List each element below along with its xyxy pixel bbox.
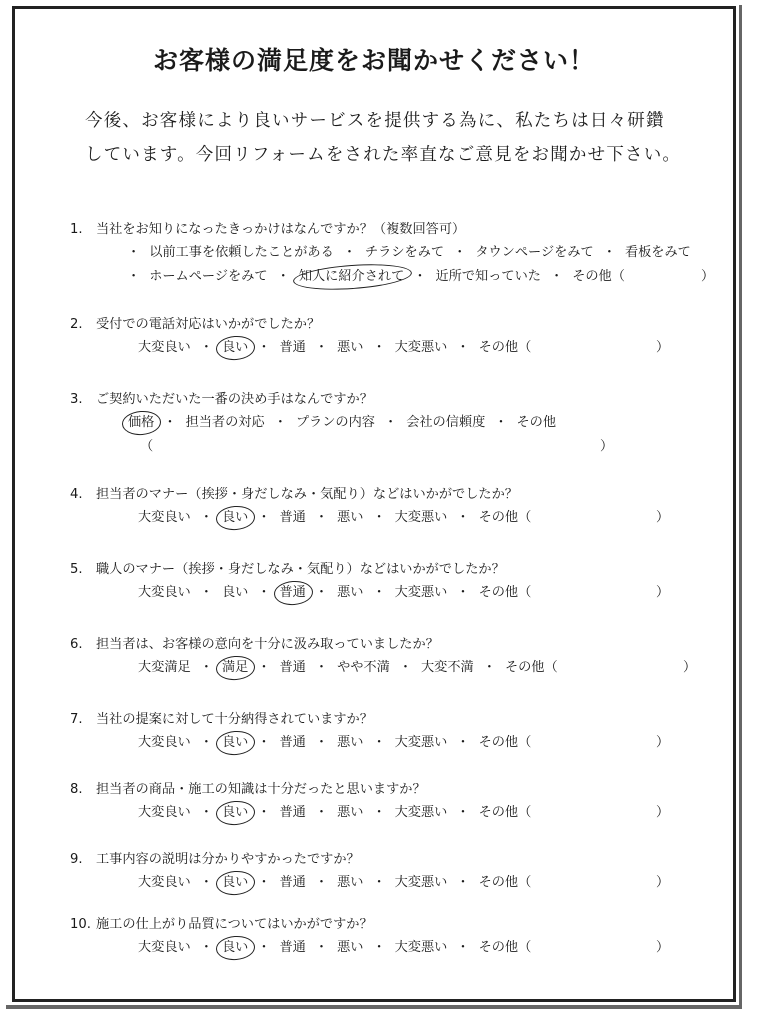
question xyxy=(70,314,703,360)
option-separator: ・ xyxy=(127,269,141,284)
option[interactable]: 普通 xyxy=(279,875,306,890)
option[interactable]: 大変悪い xyxy=(394,340,448,355)
option-separator: ・ xyxy=(456,735,470,750)
close-paren: ） xyxy=(656,510,670,525)
option[interactable]: 近所で知っていた xyxy=(435,269,541,284)
option-selected[interactable]: 普通 xyxy=(280,581,306,605)
option-separator: ・ xyxy=(257,805,271,820)
option[interactable]: その他 xyxy=(516,415,557,430)
option-selected[interactable]: 良い xyxy=(222,871,248,895)
option[interactable]: 看板をみて xyxy=(624,245,691,260)
option[interactable]: プランの内容 xyxy=(295,415,375,430)
option-selected[interactable]: 良い xyxy=(222,506,248,530)
close-paren: ） xyxy=(701,269,715,284)
option[interactable]: 大変良い xyxy=(138,585,191,600)
option-separator: ・ xyxy=(372,805,386,820)
option[interactable]: その他（ xyxy=(478,875,532,890)
option[interactable]: 普通 xyxy=(279,805,306,820)
option[interactable]: 大変悪い xyxy=(394,805,448,820)
option-separator: ・ xyxy=(314,805,329,820)
question-label: 工事内容の説明は分かりやすかったですか？ xyxy=(96,852,360,867)
option[interactable]: タウンページをみて xyxy=(475,245,594,260)
option-separator: ・ xyxy=(456,875,470,890)
option-separator: ・ xyxy=(372,340,386,355)
option-separator: ・ xyxy=(314,340,329,355)
option[interactable]: 大変悪い xyxy=(394,585,448,600)
option-separator: ・ xyxy=(199,940,213,955)
question-number: 7. xyxy=(70,712,83,727)
option-selected[interactable]: 価格 xyxy=(128,411,154,435)
question-number: 4. xyxy=(70,487,83,502)
option-separator: ・ xyxy=(127,245,141,260)
option-separator: ・ xyxy=(199,805,213,820)
option-selected[interactable]: 良い xyxy=(222,936,248,960)
option-separator: ・ xyxy=(199,340,213,355)
option[interactable]: 担当者の対応 xyxy=(185,415,265,430)
option-separator: ・ xyxy=(314,735,329,750)
option[interactable]: 悪い xyxy=(337,805,364,820)
option-separator: ・ xyxy=(372,735,386,750)
option-separator: ・ xyxy=(276,269,290,284)
option-separator: ・ xyxy=(372,510,386,525)
option-separator: ・ xyxy=(342,245,356,260)
option-separator: ・ xyxy=(314,940,329,955)
page-title: お客様の満足度をお聞かせください！ xyxy=(152,46,595,75)
option-separator: ・ xyxy=(257,735,271,750)
option-separator: ・ xyxy=(384,415,398,430)
option-separator: ・ xyxy=(199,510,213,525)
intro-text xyxy=(85,104,703,172)
option-separator: ・ xyxy=(456,510,470,525)
option[interactable]: 悪い xyxy=(337,585,364,600)
option[interactable]: 大変悪い xyxy=(394,875,448,890)
option[interactable]: やや不満 xyxy=(337,660,390,675)
question-text xyxy=(70,219,703,241)
question-number: 10. xyxy=(70,917,91,932)
close-paren: ） xyxy=(656,940,670,955)
option[interactable]: 大変悪い xyxy=(394,510,448,525)
option-separator: ・ xyxy=(413,269,427,284)
option[interactable]: その他（ xyxy=(478,735,532,750)
option-row xyxy=(70,731,703,755)
option[interactable]: 普通 xyxy=(279,660,306,675)
option[interactable]: 以前工事を依頼したことがある xyxy=(149,245,334,260)
question-label: 担当者の商品・施工の知識は十分だったと思いますか？ xyxy=(96,782,426,797)
option-row xyxy=(70,871,703,895)
option-separator: ・ xyxy=(372,875,386,890)
option[interactable]: その他（ xyxy=(478,585,532,600)
option-separator: ・ xyxy=(456,805,470,820)
close-paren: ） xyxy=(656,875,670,890)
option-selected[interactable]: 良い xyxy=(222,731,248,755)
option[interactable]: 悪い xyxy=(337,510,364,525)
option-separator: ・ xyxy=(314,660,329,675)
question xyxy=(70,779,703,825)
option-separator: ・ xyxy=(163,415,177,430)
option[interactable]: その他（ xyxy=(504,660,558,675)
option[interactable]: 大変良い xyxy=(138,735,191,750)
other-answer-row xyxy=(70,435,703,459)
question-text xyxy=(70,559,703,581)
question-text xyxy=(70,914,703,936)
option[interactable]: その他（ xyxy=(478,805,532,820)
option-separator: ・ xyxy=(456,340,470,355)
question-number: 1. xyxy=(70,222,83,237)
option-separator: ・ xyxy=(550,269,564,284)
option[interactable]: 大変悪い xyxy=(394,735,448,750)
option-separator: ・ xyxy=(257,875,271,890)
close-paren: ） xyxy=(656,340,670,355)
option[interactable]: その他（ xyxy=(478,510,532,525)
question-label: 施工の仕上がり品質についてはいかがですか？ xyxy=(96,917,373,932)
option-separator: ・ xyxy=(199,660,213,675)
option[interactable]: 普通 xyxy=(279,340,306,355)
option[interactable]: 大変良い xyxy=(138,340,191,355)
question-label: 担当者は、お客様の意向を十分に汲み取っていましたか？ xyxy=(96,637,439,652)
question-text xyxy=(70,779,703,801)
question-text xyxy=(70,634,703,656)
option[interactable]: 大変不満 xyxy=(421,660,474,675)
option[interactable]: 悪い xyxy=(337,940,364,955)
question-number: 3. xyxy=(70,392,83,407)
question-number: 2. xyxy=(70,317,83,332)
option-row xyxy=(70,581,703,605)
question-text xyxy=(70,849,703,871)
option-separator: ・ xyxy=(199,585,213,600)
question xyxy=(70,914,703,960)
option-row xyxy=(70,336,703,360)
question xyxy=(70,709,703,755)
question-number: 5. xyxy=(70,562,83,577)
question-label: 当社の提案に対して十分納得されていますか？ xyxy=(96,712,373,727)
option[interactable]: その他（ xyxy=(572,269,625,284)
option[interactable]: 会社の信頼度 xyxy=(406,415,486,430)
option-selected[interactable]: 良い xyxy=(222,336,248,360)
close-paren: ） xyxy=(656,805,670,820)
question-text xyxy=(70,484,703,506)
option-separator: ・ xyxy=(273,415,287,430)
option[interactable]: 大変悪い xyxy=(394,940,448,955)
option-separator: ・ xyxy=(257,340,271,355)
option[interactable]: 大変良い xyxy=(138,805,191,820)
option[interactable]: その他（ xyxy=(478,940,532,955)
option-separator: ・ xyxy=(398,660,412,675)
question xyxy=(70,849,703,895)
option-row xyxy=(70,506,703,530)
question-label: 受付での電話対応はいかがでしたか？ xyxy=(96,317,321,332)
close-paren: ） xyxy=(600,439,614,454)
option-row xyxy=(70,656,703,680)
close-paren: ） xyxy=(683,660,697,675)
option-separator: ・ xyxy=(456,585,470,600)
question-label: 職人のマナー（挨拶・身だしなみ・気配り）などはいかがでしたか？ xyxy=(96,562,505,577)
option-separator: ・ xyxy=(257,585,271,600)
intro-line: 今後、お客様により良いサービスを提供する為に、私たちは日々研鑽 xyxy=(85,111,665,131)
question xyxy=(70,559,703,605)
option[interactable]: 大変良い xyxy=(138,940,191,955)
question-number: 6. xyxy=(70,637,83,652)
option[interactable]: 良い xyxy=(221,585,249,600)
option-separator: ・ xyxy=(314,585,329,600)
question xyxy=(70,484,703,530)
option-separator: ・ xyxy=(372,940,386,955)
question xyxy=(70,634,703,680)
option-separator: ・ xyxy=(257,660,271,675)
question-number: 9. xyxy=(70,852,83,867)
option[interactable]: 普通 xyxy=(279,510,306,525)
question-text xyxy=(70,389,703,411)
option-separator: ・ xyxy=(314,875,329,890)
option[interactable]: 大変満足 xyxy=(138,660,191,675)
option[interactable]: ホームページをみて xyxy=(149,269,268,284)
option[interactable]: 普通 xyxy=(279,735,306,750)
option-row xyxy=(70,411,703,435)
option[interactable]: 悪い xyxy=(337,340,364,355)
option[interactable]: 大変良い xyxy=(138,510,191,525)
option-selected[interactable]: 満足 xyxy=(222,656,248,680)
survey-sheet xyxy=(12,6,736,1002)
option-row xyxy=(70,801,703,825)
close-paren: ） xyxy=(656,735,670,750)
option-separator: ・ xyxy=(602,245,616,260)
question xyxy=(70,389,703,459)
question-label: ご契約いただいた一番の決め手はなんですか？ xyxy=(96,392,373,407)
option-row xyxy=(70,241,703,265)
option-selected[interactable]: 良い xyxy=(222,801,248,825)
close-paren: ） xyxy=(656,585,670,600)
option-separator: ・ xyxy=(257,510,271,525)
option[interactable]: 普通 xyxy=(279,940,306,955)
intro-line: しています。今回リフォームをされた率直なご意見をお聞かせ下さい。 xyxy=(85,145,682,165)
option[interactable]: 悪い xyxy=(337,735,364,750)
option[interactable]: 大変良い xyxy=(138,875,191,890)
open-paren: （ xyxy=(140,439,154,454)
option-separator: ・ xyxy=(257,940,271,955)
option-row xyxy=(70,265,715,289)
option-separator: ・ xyxy=(314,510,329,525)
option[interactable]: チラシをみて xyxy=(365,245,445,260)
option-separator: ・ xyxy=(199,875,213,890)
question xyxy=(70,219,715,289)
option-separator: ・ xyxy=(456,940,470,955)
question-text xyxy=(70,709,703,731)
option-separator: ・ xyxy=(453,245,467,260)
option-selected[interactable]: 知人に紹介されて xyxy=(299,265,405,289)
option[interactable]: その他（ xyxy=(478,340,532,355)
question-number: 8. xyxy=(70,782,83,797)
option[interactable]: 悪い xyxy=(337,875,364,890)
option-separator: ・ xyxy=(494,415,508,430)
question-text xyxy=(70,314,703,336)
question-label: 当社をお知りになったきっかけはなんですか？（複数回答可） xyxy=(96,222,466,237)
option-separator: ・ xyxy=(372,585,386,600)
option-separator: ・ xyxy=(482,660,496,675)
option-row xyxy=(70,936,703,960)
option-separator: ・ xyxy=(199,735,213,750)
question-label: 担当者のマナー（挨拶・身だしなみ・気配り）などはいかがでしたか？ xyxy=(96,487,518,502)
